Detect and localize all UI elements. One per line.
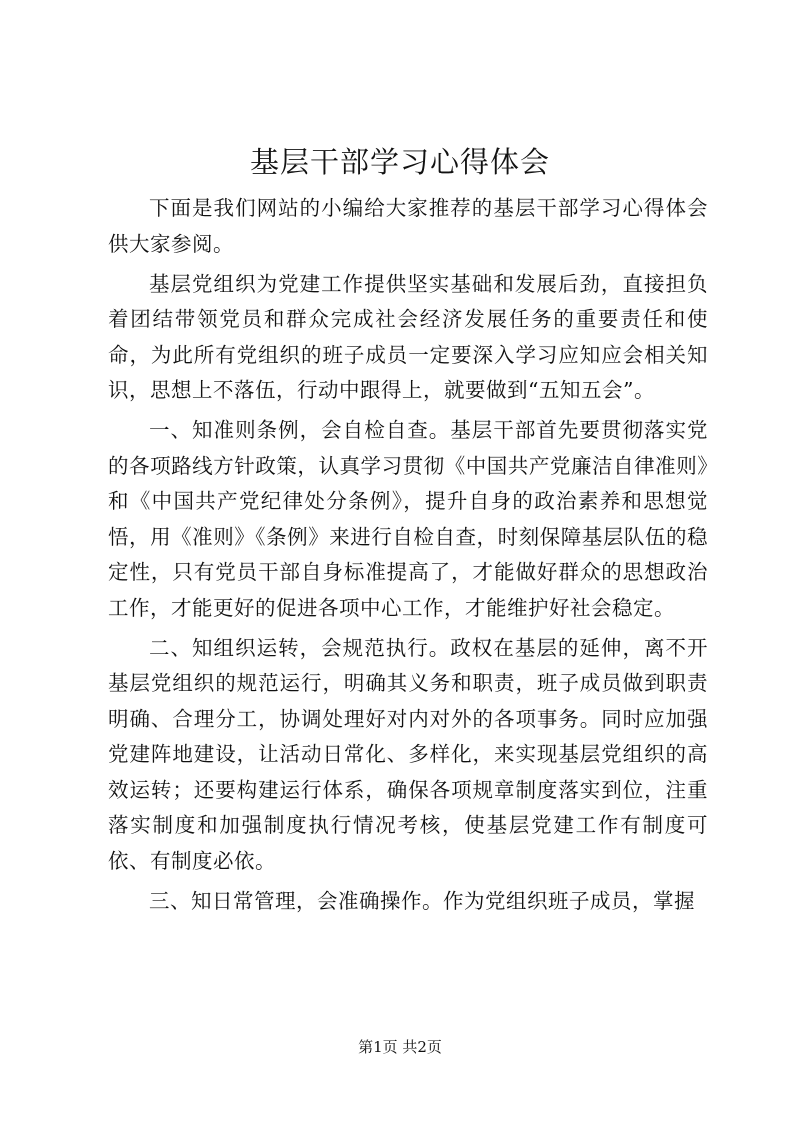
paragraph-background: 基层党组织为党建工作提供坚实基础和发展后劲，直接担负着团结带领党员和群众完成社会经济发展任务的重要责任和使命，为此所有党组织的班子成员一定要深入学习应知应会相关知识，思想上不落伍，行动中跟得上，就要做到“五知五会”。 <box>108 271 708 402</box>
document-title: 基层干部学习心得体会 <box>249 145 550 179</box>
paragraph-point-three: 三、知日常管理，会准确操作。作为党组织班子成员，掌握 <box>149 888 695 913</box>
paragraph-point-one: 一、知准则条例，会自检自查。基层干部首先要贯彻落实党的各项路线方针政策，认真学习贯彻《中国共产党廉洁自律准则》和《中国共产党纪律处分条例》，提升自身的政治素养和思想觉悟，用《准则》《条例》来进行自检自查，时刻保障基层队伍的稳定性，只有党员干部自身标准提高了，才能做好群众的思想政治工作，才能更好的促进各项中心工作，才能维护好社会稳定。 <box>108 418 708 620</box>
paragraph-intro: 下面是我们网站的小编给大家推荐的基层干部学习心得体会供大家参阅。 <box>108 196 708 256</box>
paragraph-point-two: 二、知组织运转，会规范执行。政权在基层的延伸，离不开基层党组织的规范运行，明确其义务和职责，班子成员做到职责明确、合理分工，协调处理好对内对外的各项事务。同时应加强党建阵地建设，让活动日常化、多样化，来实现基层党组织的高效运转；还要构建运行体系，确保各项规章制度落实到位，注重落实制度和加强制度执行情况考核，使基层党建工作有制度可依、有制度必依。 <box>108 635 708 873</box>
document-body <box>108 191 708 919</box>
page-number-footer: 第1页 共2页 <box>358 1038 442 1056</box>
